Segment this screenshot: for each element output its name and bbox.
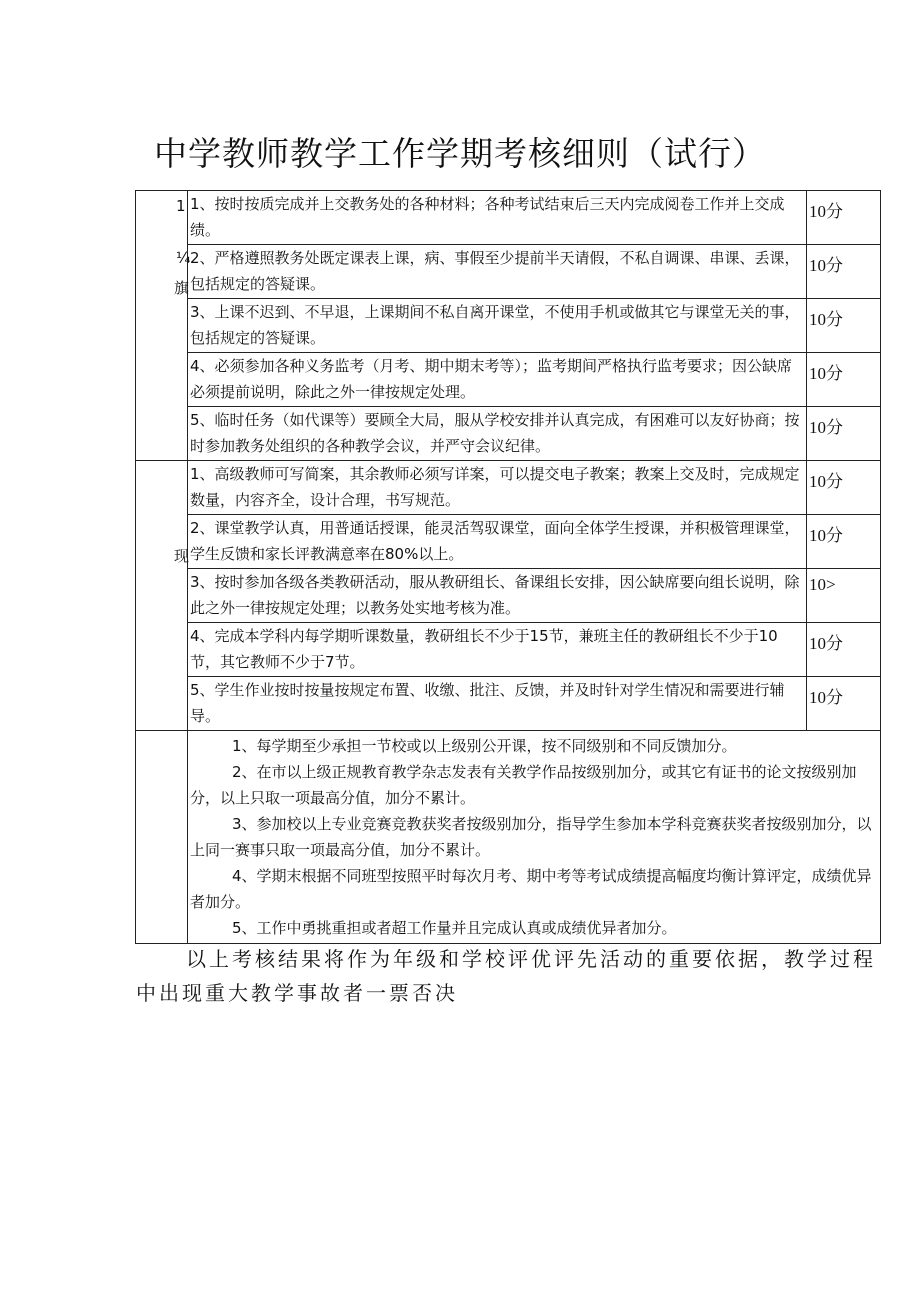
criterion-score: 10> (807, 569, 881, 623)
criterion-score: 10分 (807, 461, 881, 515)
assessment-table (135, 190, 881, 944)
category-fragment: 旗 (174, 279, 190, 297)
criterion-text: 3、按时参加各级各类教研活动，服从教研组长、备课组长安排，因公缺席要向组长说明，除此之外一律按规定处理；以教务处实地考核为准。 (188, 569, 807, 623)
table-row (136, 515, 881, 569)
section-1-category (136, 191, 191, 461)
criterion-text: 3、上课不迟到、不早退，上课期间不私自离开课堂，不使用手机或做其它与课堂无关的事，包括规定的答疑课。 (188, 299, 807, 353)
bonus-item: 3、参加校以上专业竞赛竞教获奖者按级别加分，指导学生参加本学科竞赛获奖者按级别加分，以上同一赛事只取一项最高分值，加分不累计。 (190, 815, 872, 859)
footer-note: 以上考核结果将作为年级和学校评优评先活动的重要依据，教学过程中出现重大教学事故者一票否决 (136, 947, 876, 1005)
bonus-item: 4、学期末根据不同班型按照平时每次月考、期中考等考试成绩提高幅度均衡计算评定，成绩优异者加分。 (190, 867, 872, 911)
category-fragment: ¼ (176, 249, 191, 267)
bonus-items (188, 731, 881, 944)
criterion-text: 1、高级教师可写简案，其余教师必须写详案，可以提交电子教案；教案上交及时，完成规定数量，内容齐全，设计合理，书写规范。 (188, 461, 807, 515)
criterion-score: 10分 (807, 515, 881, 569)
criterion-text: 5、临时任务（如代课等）要顾全大局，服从学校安排并认真完成，有困难可以友好协商；按时参加教务处组织的各种教学会议，并严守会议纪律。 (188, 407, 807, 461)
criterion-text: 4、必须参加各种义务监考（月考、期中期末考等）；监考期间严格执行监考要求；因公缺席必须提前说明，除此之外一律按规定处理。 (188, 353, 807, 407)
page-title: 中学教师教学工作学期考核细则（试行） (154, 134, 766, 173)
criterion-score: 10分 (807, 677, 881, 731)
criterion-score: 10分 (807, 623, 881, 677)
category-fragment: 1 (176, 197, 186, 215)
section-3-category (136, 731, 188, 944)
criterion-score: 10分 (807, 299, 881, 353)
criterion-score: 10分 (807, 245, 881, 299)
table-row (136, 623, 881, 677)
table-row (136, 245, 881, 299)
table-row (136, 461, 881, 515)
table-row (136, 353, 881, 407)
table-row (136, 677, 881, 731)
criterion-text: 2、严格遵照教务处既定课表上课，病、事假至少提前半天请假，不私自调课、串课、丢课，包括规定的答疑课。 (188, 245, 807, 299)
criterion-text: 2、课堂教学认真，用普通话授课，能灵活驾驭课堂，面向全体学生授课，并积极管理课堂，学生反馈和家长评教满意率在80%以上。 (188, 515, 807, 569)
criterion-score: 10分 (807, 407, 881, 461)
table-row (136, 191, 881, 245)
criterion-text: 1、按时按质完成并上交教务处的各种材料；各种考试结束后三天内完成阅卷工作并上交成绩。 (188, 191, 807, 245)
table-row (136, 299, 881, 353)
criterion-score: 10分 (807, 353, 881, 407)
bonus-item: 2、在市以上级正规教育教学杂志发表有关教学作品按级别加分，或其它有证书的论文按级别加分，以上只取一项最高分值，加分不累计。 (190, 763, 857, 807)
table-row (136, 731, 881, 944)
bonus-item: 1、每学期至少承担一节校或以上级别公开课，按不同级别和不同反馈加分。 (232, 737, 737, 755)
section-2-category (136, 461, 188, 731)
criterion-text: 4、完成本学科内每学期听课数量，教研组长不少于15节，兼班主任的教研组长不少于10节，其它教师不少于7节。 (188, 623, 807, 677)
category-fragment: 现 (174, 547, 190, 565)
table-row (136, 407, 881, 461)
bonus-item: 5、工作中勇挑重担或者超工作量并且完成认真或成绩优异者加分。 (232, 919, 677, 937)
criterion-text: 5、学生作业按时按量按规定布置、收缴、批注、反馈，并及时针对学生情况和需要进行辅导。 (188, 677, 807, 731)
criterion-score: 10分 (807, 191, 881, 245)
table-row (136, 569, 881, 623)
